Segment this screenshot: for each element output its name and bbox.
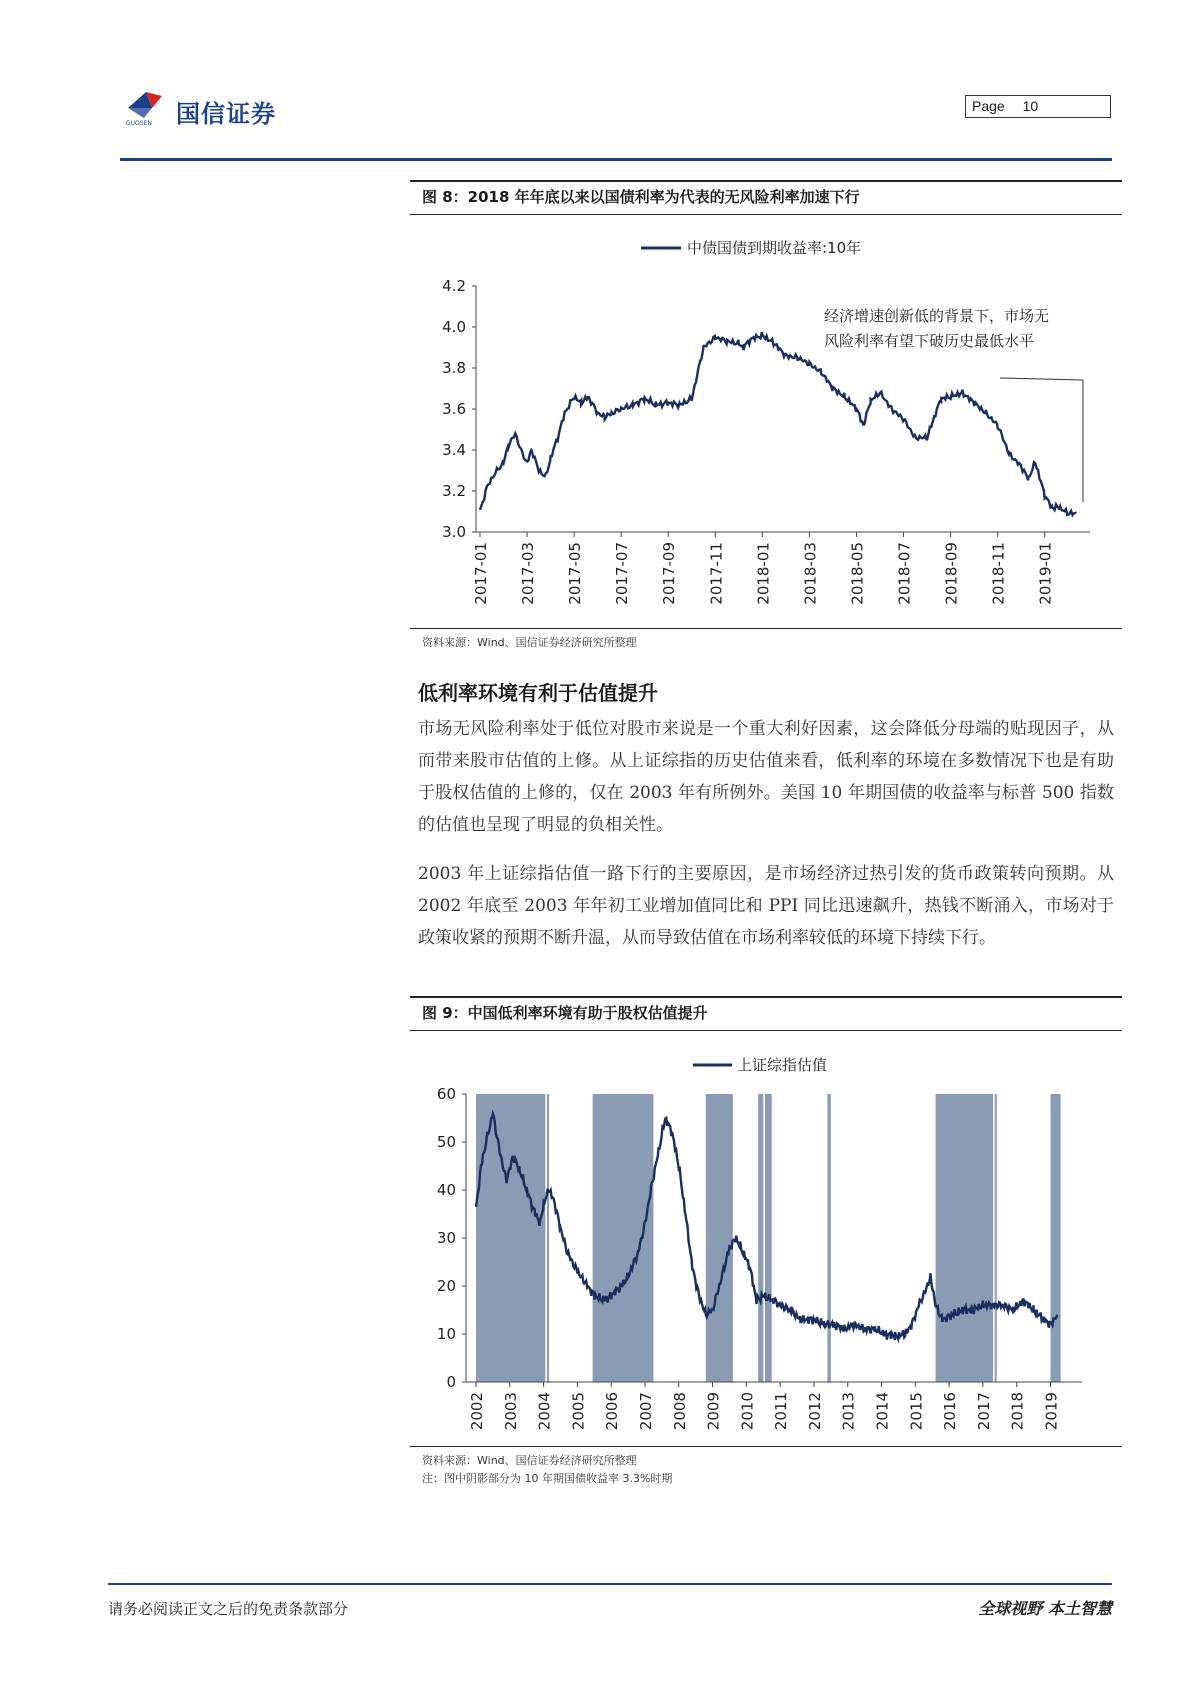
fig9-shaded-period bbox=[936, 1094, 993, 1382]
fig9-x-ticks bbox=[468, 1382, 1060, 1430]
fig9-y-tick-label: 0 bbox=[446, 1373, 456, 1391]
fig9-y-ticks bbox=[437, 1085, 466, 1391]
fig8-source: 资料来源：Wind、国信证券经济研究所整理 bbox=[422, 636, 637, 649]
footer-disclaimer: 请务必阅读正文之后的免责条款部分 bbox=[108, 1600, 349, 1618]
fig8-annotation-line-2: 风险利率有望下破历史最低水平 bbox=[824, 332, 1035, 350]
fig9-x-tick-label: 2011 bbox=[772, 1392, 791, 1431]
fig8-x-tick-label: 2018-03 bbox=[801, 542, 820, 605]
brand-name: 国信证券 bbox=[176, 100, 276, 128]
fig9-legend bbox=[693, 1056, 827, 1074]
fig8-legend bbox=[641, 239, 861, 257]
fig8-x-tick-label: 2017-11 bbox=[707, 542, 726, 605]
fig8-x-tick-label: 2017-01 bbox=[472, 542, 490, 605]
fig9-legend-label: 上证综指估值 bbox=[737, 1056, 828, 1074]
fig8-y-ticks bbox=[442, 277, 476, 541]
fig9-x-tick-label: 2002 bbox=[468, 1392, 486, 1431]
fig9-x-tick-label: 2007 bbox=[636, 1392, 655, 1431]
fig9-x-tick-label: 2018 bbox=[1008, 1392, 1027, 1431]
fig9-y-tick-label: 30 bbox=[436, 1229, 456, 1247]
fig9-title-rule-bottom bbox=[410, 1030, 1122, 1031]
fig8-y-tick-label: 3.4 bbox=[442, 441, 466, 459]
fig9-shaded-period bbox=[827, 1094, 830, 1382]
fig9-title: 图 9：中国低利率环境有助于股权估值提升 bbox=[422, 1004, 708, 1022]
header-rule bbox=[120, 158, 1112, 161]
paragraph-2: 2003 年上证综指估值一路下行的主要原因，是市场经济过热引发的货币政策转向预期。从 2002 年底至 2003 年年初工业增加值同比和 PPI 同比迅速飙升，热钱不断涌入，市场对于政策收紧的预期不断升温，从而导致估值在市场利率较低的环境下持续下行。 bbox=[418, 864, 1114, 948]
fig9-shaded-period bbox=[706, 1094, 733, 1382]
fig8-y-tick-label: 4.2 bbox=[442, 277, 466, 295]
fig8-y-tick-label: 3.8 bbox=[442, 359, 466, 377]
fig9-shaded-period bbox=[765, 1094, 772, 1382]
fig8-title-rule-bottom bbox=[410, 214, 1122, 215]
fig9-x-tick-label: 2008 bbox=[670, 1392, 689, 1431]
fig8-y-tick-label: 4.0 bbox=[442, 318, 466, 336]
section-heading: 低利率环境有利于估值提升 bbox=[418, 681, 658, 705]
fig8-x-tick-label: 2018-05 bbox=[848, 542, 867, 605]
fig9-bottom-rule bbox=[410, 1446, 1122, 1447]
fig9-title-rule-top bbox=[410, 996, 1122, 998]
fig9-x-tick-label: 2009 bbox=[704, 1392, 723, 1431]
fig8-series-line bbox=[480, 332, 1075, 515]
fig8-legend-label: 中债国债到期收益率:10年 bbox=[687, 239, 862, 257]
fig9-x-tick-label: 2015 bbox=[907, 1392, 926, 1431]
fig9-y-tick-label: 60 bbox=[436, 1085, 456, 1103]
fig9-shaded-period bbox=[995, 1094, 997, 1382]
fig9-y-tick-label: 20 bbox=[436, 1277, 456, 1295]
fig9-shaded-period bbox=[547, 1094, 549, 1382]
fig8-annotation-line-1: 经济增速创新低的背景下，市场无 bbox=[824, 307, 1050, 325]
fig9-y-tick-label: 50 bbox=[436, 1133, 456, 1151]
page-label: Page bbox=[972, 98, 1005, 114]
fig9-x-tick-label: 2006 bbox=[603, 1392, 622, 1431]
fig9-x-tick-label: 2003 bbox=[501, 1392, 520, 1431]
footer-rule bbox=[108, 1583, 1112, 1585]
fig8-x-tick-label: 2018-09 bbox=[942, 542, 961, 605]
fig9-note: 注：图中阴影部分为 10 年期国债收益率 3.3%时期 bbox=[422, 1472, 673, 1485]
fig9-x-tick-label: 2016 bbox=[941, 1392, 960, 1431]
fig9-shaded-period bbox=[758, 1094, 763, 1382]
fig9-shaded-period bbox=[1050, 1094, 1060, 1382]
fig9-y-tick-label: 40 bbox=[436, 1181, 456, 1199]
fig8-x-tick-label: 2017-09 bbox=[660, 542, 679, 605]
fig9-x-tick-label: 2019 bbox=[1042, 1392, 1061, 1431]
fig9-x-tick-label: 2014 bbox=[873, 1392, 892, 1431]
paragraph-1: 市场无风险利率处于低位对股市来说是一个重大利好因素，这会降低分母端的贴现因子，从而带来股市估值的上修。从上证综指的历史估值来看，低利率的环境在多数情况下也是有助于股权估值的上修的，仅在 2003 年有所例外。美国 10 年期国债的收益率与标普 500 指数的估值也呈现了明显的负相关性。 bbox=[418, 719, 1114, 835]
footer-slogan: 全球视野 本土智慧 bbox=[978, 1599, 1112, 1618]
fig8-y-tick-label: 3.0 bbox=[442, 523, 466, 541]
page-number-box bbox=[965, 95, 1111, 118]
fig9-shaded-period bbox=[593, 1094, 654, 1382]
fig9-y-tick-label: 10 bbox=[436, 1325, 456, 1343]
fig8-x-tick-label: 2017-05 bbox=[566, 542, 585, 605]
fig9-x-tick-label: 2012 bbox=[805, 1392, 824, 1431]
fig8-bottom-rule bbox=[410, 628, 1122, 629]
fig8-title-rule-top bbox=[410, 180, 1122, 182]
fig9-x-tick-label: 2010 bbox=[738, 1392, 757, 1431]
brand-logo bbox=[124, 86, 294, 130]
brand-sub: GUOSEN bbox=[126, 120, 152, 127]
fig8-x-tick-label: 2017-03 bbox=[519, 542, 538, 605]
fig9-chart bbox=[410, 1032, 1122, 1442]
fig9-source: 资料来源：Wind、国信证券经济研究所整理 bbox=[422, 1454, 637, 1467]
page-number: 10 bbox=[1022, 98, 1039, 114]
fig9-x-tick-label: 2013 bbox=[839, 1392, 858, 1431]
fig8-x-tick-label: 2018-11 bbox=[989, 542, 1008, 605]
fig8-chart bbox=[410, 216, 1122, 626]
fig8-y-tick-label: 3.2 bbox=[442, 482, 466, 500]
fig8-x-tick-label: 2018-01 bbox=[754, 542, 773, 605]
fig8-x-tick-label: 2019-01 bbox=[1036, 542, 1055, 605]
fig8-x-tick-label: 2018-07 bbox=[895, 542, 914, 605]
fig9-x-tick-label: 2005 bbox=[569, 1392, 588, 1431]
fig8-x-ticks bbox=[472, 532, 1055, 605]
fig9-x-tick-label: 2017 bbox=[974, 1392, 993, 1431]
fig8-y-tick-label: 3.6 bbox=[442, 400, 466, 418]
fig8-x-tick-label: 2017-07 bbox=[613, 542, 632, 605]
fig9-x-tick-label: 2004 bbox=[535, 1392, 554, 1431]
fig8-title: 图 8：2018 年年底以来以国债利率为代表的无风险利率加速下行 bbox=[422, 188, 860, 206]
